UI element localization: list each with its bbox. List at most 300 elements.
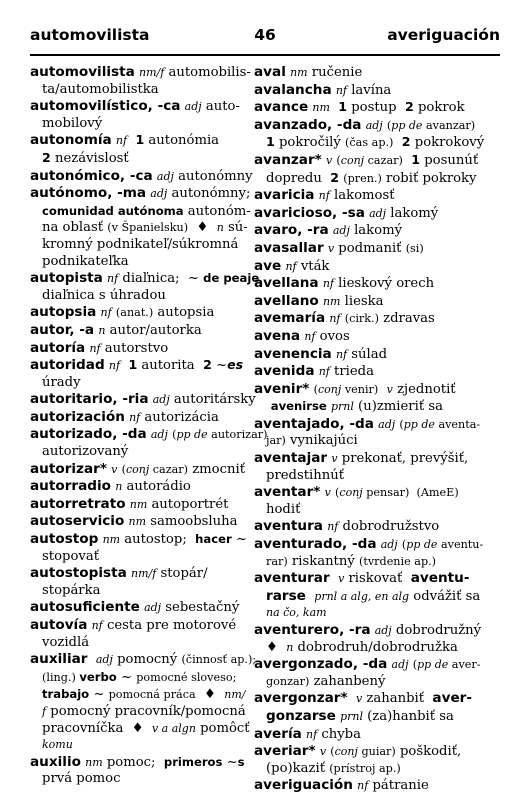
header-last-entry: averiguación [387, 26, 500, 44]
headword: gonzarse [266, 707, 336, 724]
headword: autoritario, -ria [30, 391, 149, 408]
translation-text: autorizácia [140, 409, 219, 425]
translation-text: mobilový [42, 115, 103, 131]
grammar-label: nf [322, 277, 334, 291]
grammar-label: adj [365, 118, 383, 132]
grammar-label: conj [339, 486, 363, 500]
usage-note: ( [335, 486, 340, 500]
translation-text: robiť pokroky [381, 170, 477, 186]
entry-line [30, 635, 256, 652]
usage-note: (činnosť ap.); [181, 653, 257, 667]
grammar-label: adj [184, 100, 202, 114]
translation-text [403, 153, 411, 168]
entry-line [254, 64, 502, 82]
entry-line [30, 288, 256, 305]
headword: ave [254, 257, 282, 274]
grammar-label: v [319, 745, 327, 759]
headword: aventurado, -da [254, 536, 377, 553]
translation-text: autonóm- [183, 203, 251, 219]
grammar-label: adj [150, 187, 168, 201]
headword: automovilístico, -ca [30, 98, 181, 115]
translation-text: sú- [223, 220, 248, 236]
entry-line [30, 150, 256, 168]
usage-note: pensar) (AmeE) [362, 486, 459, 500]
entry-line [30, 375, 256, 392]
translation-text: riskovať [344, 571, 411, 587]
headword: avanzar* [254, 151, 322, 168]
headword: avergonzar* [254, 690, 348, 707]
grammar-label: nm [290, 66, 308, 79]
usage-note: ( [401, 538, 407, 552]
sense-number: 2 [203, 357, 212, 373]
grammar-label: v [327, 241, 335, 255]
entry-line [254, 536, 502, 554]
entry-line [254, 170, 502, 188]
usage-note: (tvrdenie ap.) [359, 554, 437, 568]
grammar-label: nf [115, 134, 128, 148]
entry-line [30, 185, 256, 203]
headword: automovilista [30, 64, 135, 80]
headword: autostop [30, 531, 99, 548]
translation-text: autopsia [153, 305, 215, 321]
headword: avanzado, -da [254, 116, 362, 133]
sense-number: 1 [128, 357, 138, 373]
translation-text: ovos [315, 328, 350, 344]
grammar-label: nm [102, 533, 121, 547]
grammar-label: pp de [406, 538, 438, 552]
translation-text: trieda [329, 364, 374, 380]
translation-text: poškodiť, [395, 744, 462, 760]
grammar-label: nf [318, 189, 330, 203]
translation-text: autorizovaný [42, 444, 129, 460]
grammar-label: conj [334, 745, 358, 759]
translation-text: autonómny [173, 168, 253, 184]
usage-note: pomocná práca [108, 688, 196, 702]
translation-text: autorádio [122, 479, 191, 495]
entry-line [30, 98, 256, 116]
usage-note: ( [172, 428, 177, 442]
translation-text: pátranie [368, 778, 429, 794]
translation-text: ~ [231, 532, 247, 548]
entry-line [30, 669, 256, 687]
entry-line [30, 322, 256, 340]
headword: avaro, -ra [254, 222, 329, 239]
translation-text: lakomý [386, 205, 439, 221]
entry-line [30, 64, 256, 82]
entry-line [254, 152, 502, 170]
headword: autopsia [30, 304, 97, 321]
translation-text: úrady [42, 374, 81, 390]
entry-line [254, 468, 502, 485]
grammar-label: nf [285, 259, 297, 273]
entry-line [254, 726, 502, 744]
entry-line [30, 704, 256, 721]
entry-line [30, 771, 256, 788]
entry-line [254, 450, 502, 468]
usage-note: gonzar) [266, 674, 310, 688]
entry-line [30, 116, 256, 133]
grammar-label: v [338, 572, 345, 586]
grammar-label: v [356, 692, 363, 706]
headword: aventar* [254, 484, 321, 501]
grammar-label: f [42, 704, 47, 718]
grammar-label: pp de [417, 658, 449, 672]
entry-line [254, 622, 502, 640]
translation-text: podmaniť [334, 240, 406, 256]
entry-line [30, 82, 256, 99]
entry-line [254, 258, 502, 276]
entry-line [30, 565, 256, 583]
translation-text: kromný podnikateľ/súkromná [42, 236, 239, 252]
translation-text: dopredu [266, 170, 331, 186]
grammar-label: v [111, 462, 118, 476]
entry-line [30, 203, 256, 221]
translation-text: lieska [340, 293, 384, 309]
grammar-label: conj [340, 153, 365, 167]
translation-text: ~ [89, 687, 109, 703]
translation-text: postup [347, 100, 406, 116]
entry-line [30, 357, 256, 375]
entry-line [30, 220, 256, 237]
entry-line [30, 599, 256, 617]
plural-ending: es [227, 357, 244, 373]
translation-text: autorita [137, 358, 204, 374]
grammar-label: adj [332, 224, 350, 238]
headword: aver- [432, 690, 473, 707]
translation-text: odvážiť sa [409, 588, 481, 604]
headword: auxilio [30, 753, 81, 770]
headword: aventura [254, 518, 323, 535]
usage-note: autorizar) [207, 428, 268, 442]
translation-text: dobrodružný [391, 623, 482, 638]
usage-note: (prístroj ap.) [329, 761, 401, 775]
entry-line [254, 222, 502, 240]
headword: aventajar [254, 450, 328, 467]
grammar-label: nf [91, 619, 103, 632]
headword: avenencia [254, 345, 332, 362]
grammar-label: nf [329, 312, 341, 326]
entry-line [254, 777, 502, 795]
usage-note: cazar) [364, 153, 403, 167]
entry-line [254, 588, 502, 606]
headword: aventurar [254, 570, 330, 587]
translation-text: autonómia [144, 133, 220, 149]
entry-line [254, 99, 502, 117]
headword: avería [254, 725, 302, 742]
grammar-label: nm [129, 497, 148, 511]
grammar-label: conj [317, 382, 342, 396]
usage-note: cazar) [149, 462, 189, 476]
grammar-label: nf [107, 272, 119, 286]
entry-line [30, 496, 256, 514]
usage-note: ( [336, 153, 341, 167]
entry-line [254, 708, 502, 726]
entry-line [254, 310, 502, 328]
usage-note: rar) [266, 554, 288, 568]
translation-text: zdravas [378, 311, 435, 327]
translation-text: lavína [347, 82, 392, 98]
headword: autoridad [30, 357, 105, 374]
translation-text: lieskový orech [333, 276, 435, 292]
headword: avaricia [254, 187, 315, 204]
translation-text: ♦ [266, 639, 287, 655]
translation-text: ~ [222, 754, 238, 770]
grammar-label: nf [108, 359, 121, 373]
example-phrase: avenirse [270, 399, 327, 414]
example-phrase: hacer [195, 532, 232, 547]
headword: avance [254, 99, 309, 116]
entry-line [254, 656, 502, 674]
grammar-label: v [331, 452, 338, 466]
translation-text: chyba [317, 726, 361, 742]
headword: avasallar [254, 239, 324, 256]
headword: aventu- [410, 570, 470, 587]
usage-note: (v Španielsku) [107, 221, 189, 235]
headword: autonómico, -ca [30, 167, 153, 184]
grammar-label: v [324, 486, 331, 500]
translation-text: súlad [347, 346, 388, 362]
headword: autopista [30, 270, 103, 287]
translation-text: pomôcť [195, 720, 250, 736]
headword: avellana [254, 275, 319, 292]
headword: autorizar* [30, 460, 107, 477]
grammar-label: nf [335, 83, 347, 97]
translation-text: dobrodruh/dobrodružka [293, 639, 458, 655]
entry-line [30, 478, 256, 496]
sense-number: 2 [401, 134, 411, 150]
sense-number: 2 [405, 99, 414, 115]
grammar-label: v a algn [151, 721, 196, 735]
headword: avalancha [254, 81, 332, 98]
usage-note: aventu- [437, 538, 484, 552]
entry-line [30, 461, 256, 479]
entry-line [30, 132, 256, 150]
usage-note: avanzar) [422, 118, 476, 132]
translation-text: ♦ [195, 687, 225, 703]
translation-text: ~ [116, 669, 137, 685]
usage-note: jar) [266, 434, 286, 448]
grammar-label: pp de [403, 417, 435, 431]
headword: aventajado, -da [254, 415, 374, 432]
grammar-label: v [386, 382, 393, 396]
grammar-label: nm/f [139, 66, 165, 79]
grammar-label: nm/ [224, 688, 246, 702]
entry-line [30, 426, 268, 444]
translation-text: pokročilý [274, 135, 346, 151]
grammar-label: adj [144, 601, 162, 615]
entry-line [30, 583, 256, 600]
entry-line [30, 168, 256, 186]
translation-text: na oblasť [42, 220, 108, 236]
entry-line [30, 686, 256, 704]
entry-line [30, 237, 256, 254]
entry-line [254, 328, 502, 346]
headword: autorización [30, 408, 125, 425]
headword: aventurero, -ra [254, 622, 371, 638]
translation-text: auto- [201, 99, 240, 115]
sense-number: 1 [411, 151, 421, 167]
entry-line [254, 240, 502, 258]
translation-text [393, 135, 401, 150]
translation-text: (po)kaziť [266, 760, 330, 776]
grammar-label: nf [357, 779, 369, 793]
grammar-label: adj [369, 206, 387, 220]
grammar-label: nf [100, 306, 112, 320]
entry-line [254, 502, 502, 519]
entry-line [30, 531, 256, 549]
headword: autoría [30, 339, 86, 356]
headword: avellano [254, 292, 319, 309]
translation-text: hodiť [266, 501, 301, 517]
running-header [30, 26, 500, 52]
translation-text: vynikajúci [285, 433, 358, 449]
entry-line [30, 721, 256, 738]
usage-note: ( [313, 382, 318, 396]
translation-text: diaľnica s úhradou [42, 287, 166, 303]
example-phrase: comunidad autónoma [42, 203, 184, 218]
entry-line [30, 304, 256, 322]
translation-text: podnikateľka [42, 253, 129, 269]
usage-note: (pren.) [343, 171, 382, 185]
entry-line [254, 275, 502, 293]
headword: autosuficiente [30, 599, 140, 616]
grammar-label: adj [378, 417, 396, 431]
entry-line [254, 205, 502, 223]
usage-note: ( [412, 658, 418, 672]
entry-line [30, 513, 256, 531]
translation-text: sebestačný [161, 600, 240, 616]
header-rule [30, 54, 500, 56]
entry-line [254, 554, 502, 571]
entry-line [30, 549, 256, 566]
translation-text: automobilis- [164, 65, 251, 80]
grammar-label: prnl [330, 400, 354, 414]
example-phrase: s [237, 754, 245, 769]
headword: auxiliar [30, 651, 88, 668]
usage-note: guiar) [357, 745, 396, 759]
entry-line [30, 737, 256, 754]
translation-text: prvá pomoc [42, 771, 121, 787]
translation-text: dobrodružstvo [338, 519, 440, 535]
translation-text: lakomý [349, 223, 403, 239]
grammar-label: pp de [391, 118, 423, 132]
entry-line [254, 363, 502, 381]
entry-line [30, 254, 256, 271]
translation-text [330, 571, 338, 586]
entry-line [30, 651, 256, 669]
entry-line [254, 381, 502, 399]
translation-text: ♦ [188, 220, 217, 236]
entry-line [30, 444, 256, 461]
grammar-label: n [115, 480, 123, 494]
grammar-label: adj [156, 169, 174, 183]
sense-number: 2 [330, 169, 340, 185]
entry-line [254, 484, 502, 502]
headword: autorradio [30, 478, 111, 495]
translation-text: ta/automobilistka [42, 81, 159, 97]
grammar-label: nm [322, 294, 341, 308]
translation-text [378, 382, 386, 397]
usage-note: (čas ap.) [345, 136, 394, 150]
translation-text: autostop; [120, 532, 196, 548]
translation-text: diaľnica; ~ [118, 271, 204, 287]
grammar-label: adj [380, 538, 398, 552]
grammar-label: v [326, 153, 333, 167]
right-column [254, 64, 502, 795]
usage-note: ( [330, 745, 335, 759]
entry-line [254, 674, 502, 691]
example-phrase: verbo [79, 669, 117, 684]
translation-text: (u)zmieriť sa [353, 399, 443, 415]
translation-text: zahanbiť [362, 691, 433, 707]
usage-note: aver- [448, 658, 481, 672]
grammar-label: nf [89, 341, 101, 355]
translation-text: autorstvo [100, 340, 169, 356]
translation-text: prekonať, prevýšiť, [337, 451, 469, 467]
grammar-label: nf [304, 329, 316, 343]
entry-line [254, 743, 502, 761]
translation-text: pokrokový [410, 135, 485, 151]
headword: autorizado, -da [30, 426, 147, 443]
headword: autónomo, -ma [30, 185, 147, 202]
usage-note: (cirk.) [344, 312, 379, 326]
entry-line [254, 416, 502, 434]
grammar-label: adj [152, 393, 170, 407]
translation-text: lakomosť [329, 188, 395, 204]
header-first-entry: automovilista [30, 26, 150, 44]
entry-line [254, 346, 502, 364]
grammar-label: adj [150, 428, 168, 442]
entry-line [254, 187, 502, 205]
grammar-label: prnl a alg, en alg [314, 589, 410, 603]
translation-text: riskantný [287, 553, 359, 569]
translation-text: zjednotiť [392, 381, 456, 397]
entry-line [254, 117, 502, 135]
translation-text [87, 652, 95, 667]
headword: avemaría [254, 310, 326, 327]
usage-note: (ling.) [42, 670, 80, 684]
headword: avaricioso, -sa [254, 204, 365, 221]
entry-line [30, 270, 260, 288]
grammar-label: nf [335, 347, 348, 361]
grammar-label: nm [128, 515, 146, 529]
headword: aval [254, 64, 286, 80]
translation-text: stopovať [42, 548, 99, 564]
grammar-label: nf [306, 727, 318, 741]
page-number: 46 [254, 26, 276, 44]
grammar-label: nm [312, 101, 330, 115]
translation-text: pomoc; [102, 754, 164, 770]
headword: avenir* [254, 380, 310, 397]
grammar-label: pp de [176, 428, 208, 442]
entry-line [254, 398, 502, 416]
grammar-label: adj [374, 624, 392, 637]
translation-text: ~ [211, 358, 228, 374]
entry-line [30, 409, 256, 427]
entry-line [254, 570, 502, 588]
sense-number: 1 [266, 134, 275, 150]
grammar-label: nf [327, 520, 339, 534]
entry-line [254, 433, 502, 450]
grammar-label: nm [85, 755, 103, 769]
grammar-label: prnl [340, 709, 363, 723]
headword: autostopista [30, 565, 127, 582]
usage-note: venir) [341, 382, 379, 396]
translation-text: autonómny; [167, 186, 251, 202]
entry-line [254, 293, 502, 311]
grammar-label: komu [42, 738, 73, 752]
grammar-label: n [216, 221, 224, 235]
